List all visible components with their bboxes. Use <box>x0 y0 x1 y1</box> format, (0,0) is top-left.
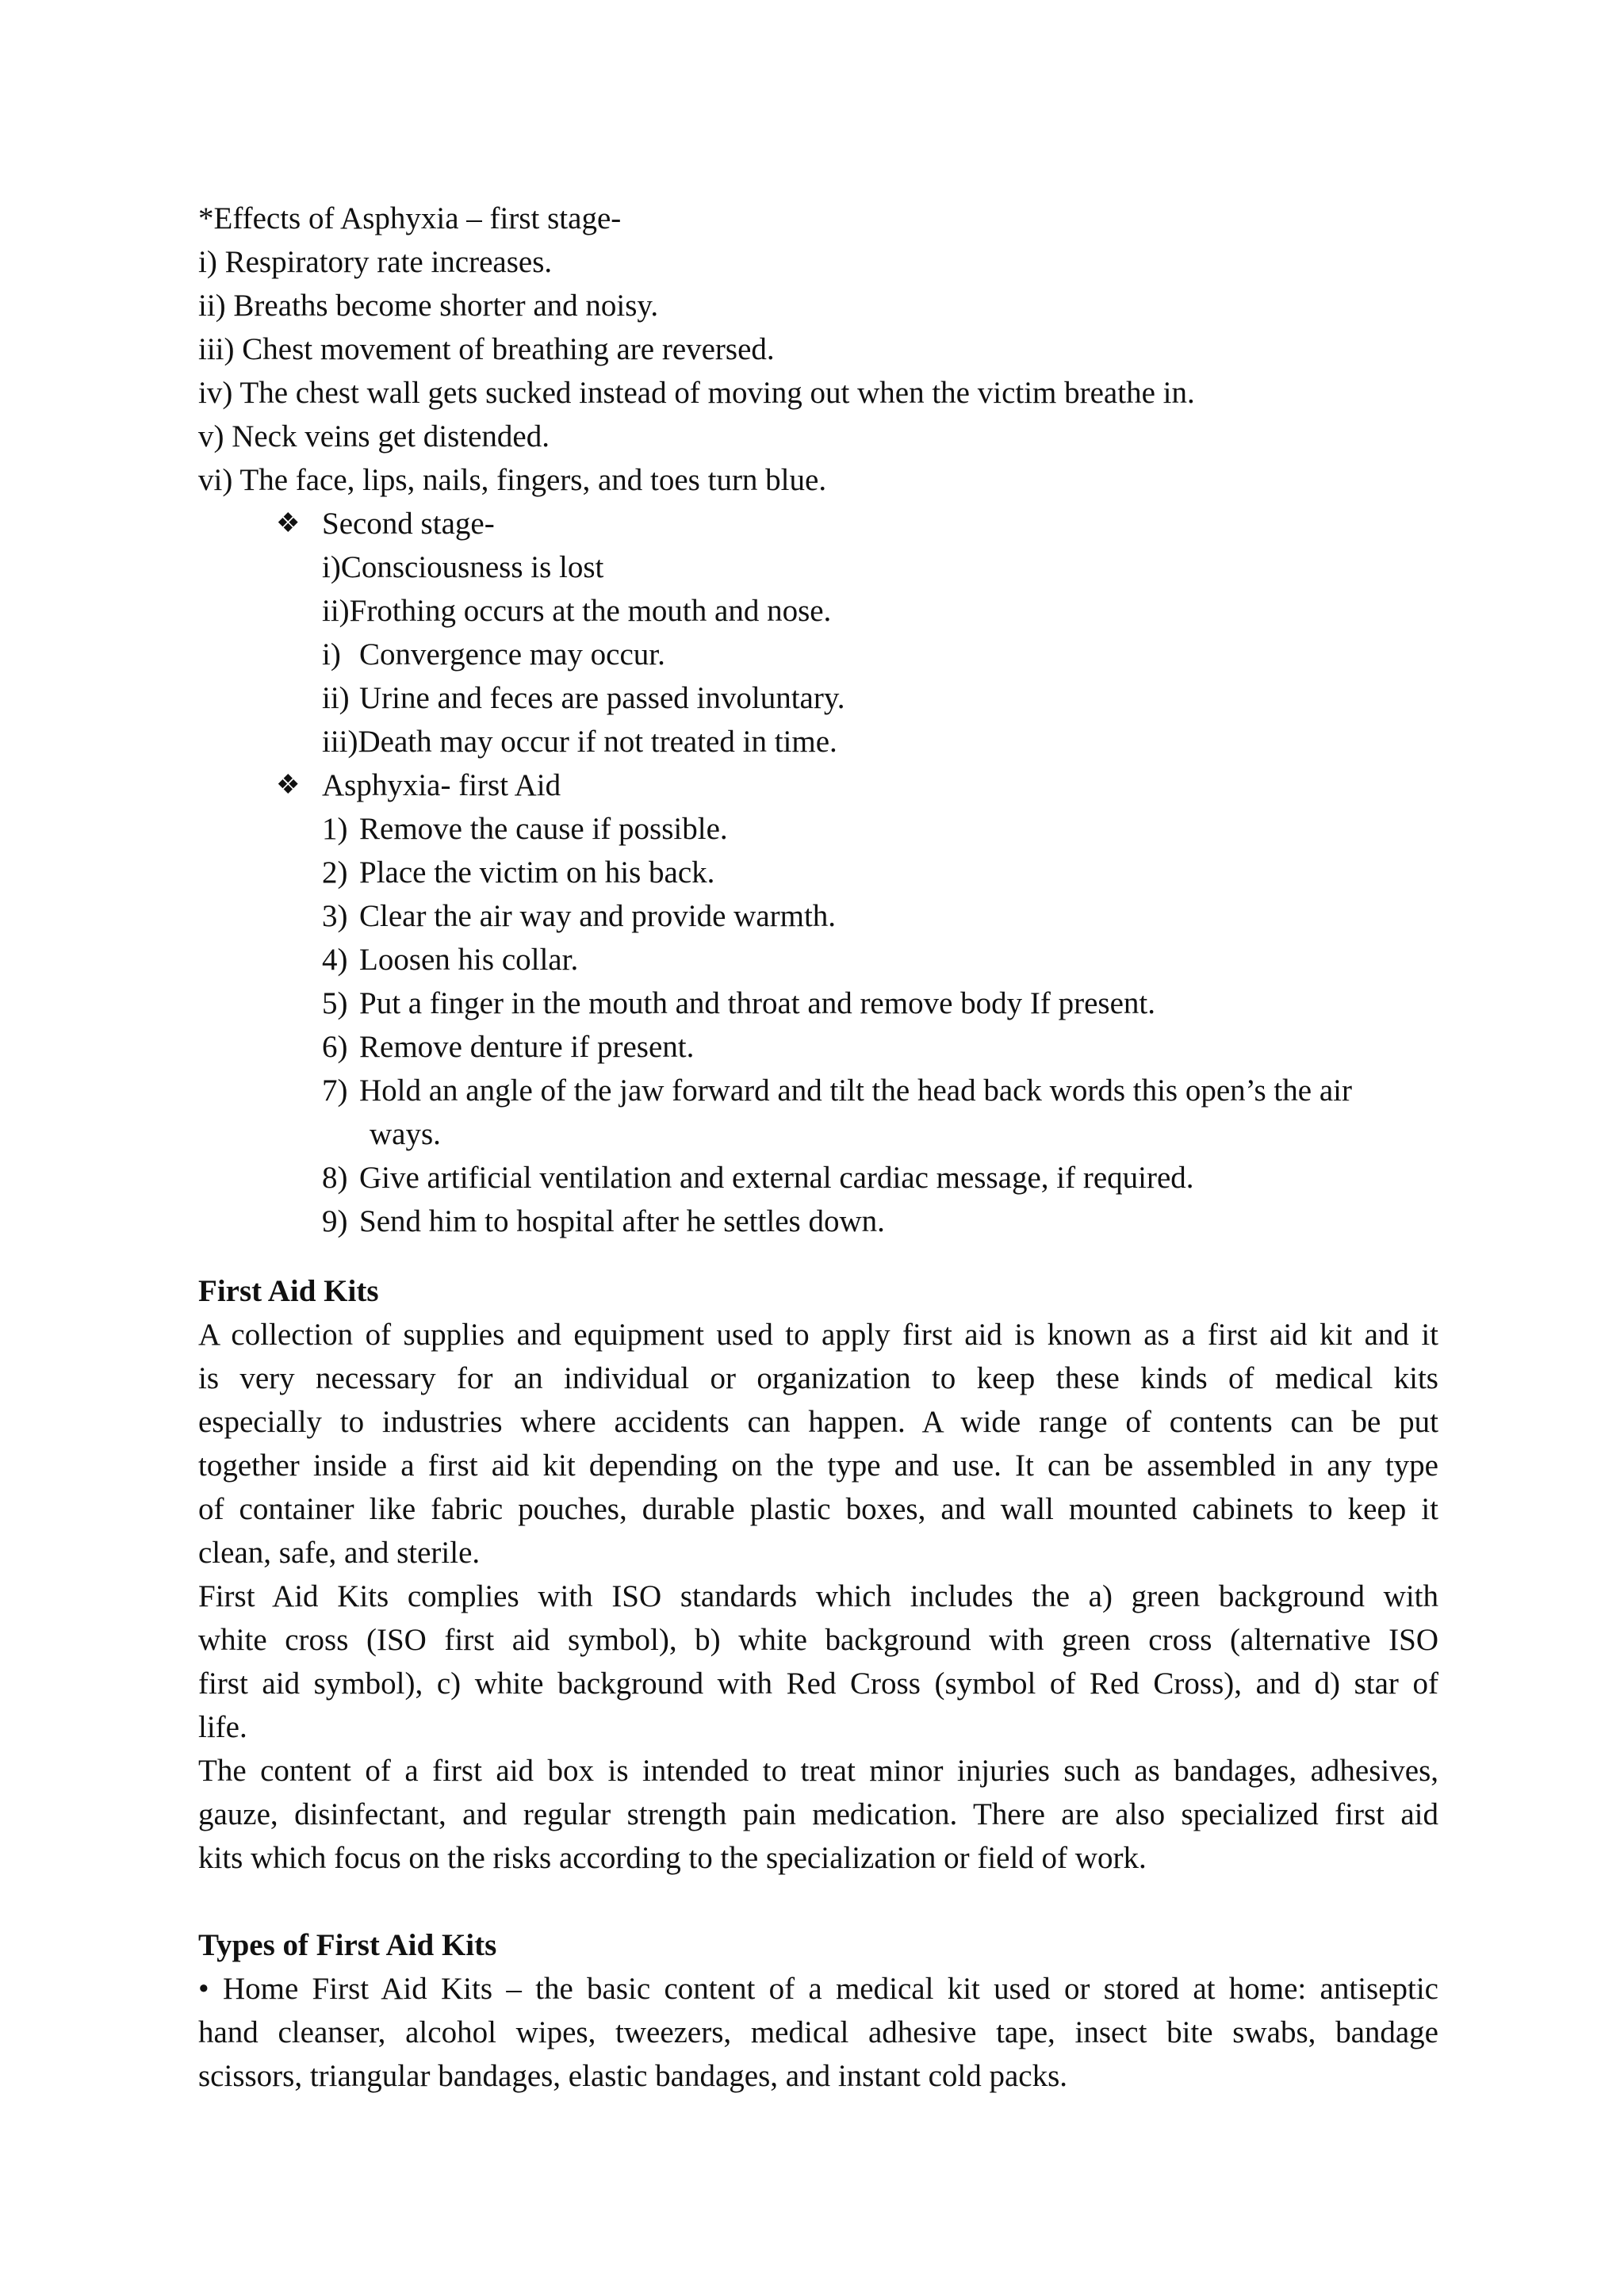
paragraph-line: clean, safe, and sterile. <box>198 1536 481 1570</box>
paragraph-line: of container like fabric pouches, durable plastic boxes, and wall mounted cabinets to keep it <box>198 1492 1438 1526</box>
first-aid-step: Clear the air way and provide warmth. <box>359 899 837 933</box>
step-number: 4) <box>322 943 348 977</box>
paragraph-line: first aid symbol), c) white background with Red Cross (symbol of Red Cross), and d) star of <box>198 1667 1438 1701</box>
paragraph-line: The content of a first aid box is intended to treat minor injuries such as bandages, adhesives, <box>198 1754 1438 1788</box>
first-aid-step: Place the victim on his back. <box>359 855 715 890</box>
first-aid-title: Asphyxia- first Aid <box>322 768 561 802</box>
paragraph-line: First Aid Kits complies with ISO standards which includes the a) green background with <box>198 1579 1438 1613</box>
paragraph-line: life. <box>198 1710 247 1744</box>
paragraph-line: is very necessary for an individual or organization to keep these kinds of medical kits <box>198 1361 1438 1395</box>
paragraph-line: white cross (ISO first aid symbol), b) white background with green cross (alternative ISO <box>198 1623 1438 1657</box>
second-stage-item: Urine and feces are passed involuntary. <box>359 681 845 715</box>
paragraph-line: A collection of supplies and equipment used to apply first aid is known as a first aid kit and it <box>198 1318 1438 1352</box>
first-aid-step: Hold an angle of the jaw forward and tilt the head back words this open’s the air <box>359 1073 1352 1108</box>
first-stage-item: ii) Breaths become shorter and noisy. <box>198 289 659 323</box>
second-stage-item: ii)Frothing occurs at the mouth and nose. <box>322 594 832 628</box>
first-aid-step: Remove the cause if possible. <box>359 812 728 846</box>
step-number: 2) <box>322 855 348 890</box>
paragraph-line: together inside a first aid kit depending on the type and use. It can be assembled in any type <box>198 1448 1438 1483</box>
first-stage-item: iv) The chest wall gets sucked instead of moving out when the victim breathe in. <box>198 376 1195 410</box>
first-stage-item: v) Neck veins get distended. <box>198 419 550 453</box>
section-heading-types-of-kits: Types of First Aid Kits <box>198 1928 497 1962</box>
step-number: 5) <box>322 986 348 1020</box>
first-stage-item: i) Respiratory rate increases. <box>198 245 553 279</box>
step-number: 7) <box>322 1073 348 1108</box>
second-stage-item: Convergence may occur. <box>359 637 665 672</box>
first-aid-step: Put a finger in the mouth and throat and remove body If present. <box>359 986 1155 1020</box>
first-stage-item: iii) Chest movement of breathing are reversed. <box>198 332 775 366</box>
step-number: 6) <box>322 1030 348 1064</box>
paragraph-line: • Home First Aid Kits – the basic content of a medical kit used or stored at home: antiseptic <box>198 1972 1438 2006</box>
first-aid-step: Loosen his collar. <box>359 943 579 977</box>
paragraph-line: gauze, disinfectant, and regular strength pain medication. There are also specialized first aid <box>198 1797 1438 1831</box>
section-heading-first-aid-kits: First Aid Kits <box>198 1274 379 1308</box>
step-number: 3) <box>322 899 348 933</box>
step-number: 8) <box>322 1161 348 1195</box>
paragraph-line: especially to industries where accidents can happen. A wide range of contents can be put <box>198 1405 1438 1439</box>
paragraph-line: hand cleanser, alcohol wipes, tweezers, medical adhesive tape, insect bite swabs, bandage <box>198 2015 1438 2049</box>
diamond-bullet-icon: ❖ <box>276 771 301 800</box>
second-stage-item: iii)Death may occur if not treated in time. <box>322 725 837 759</box>
asphyxia-heading: *Effects of Asphyxia – first stage- <box>198 201 622 235</box>
second-stage-marker: ii) <box>322 681 350 715</box>
step-number: 9) <box>322 1204 348 1238</box>
first-stage-item: vi) The face, lips, nails, fingers, and toes turn blue. <box>198 463 827 497</box>
first-aid-step: Give artificial ventilation and external cardiac message, if required. <box>359 1161 1194 1195</box>
diamond-bullet-icon: ❖ <box>276 509 301 538</box>
first-aid-step: Send him to hospital after he settles down. <box>359 1204 885 1238</box>
second-stage-marker: i) <box>322 637 341 672</box>
paragraph-line: scissors, triangular bandages, elastic bandages, and instant cold packs. <box>198 2059 1068 2093</box>
second-stage-title: Second stage- <box>322 507 495 541</box>
second-stage-item: i)Consciousness is lost <box>322 550 604 584</box>
paragraph-line: kits which focus on the risks according to the specialization or field of work. <box>198 1841 1147 1875</box>
first-aid-step-continuation: ways. <box>370 1117 441 1151</box>
step-number: 1) <box>322 812 348 846</box>
first-aid-step: Remove denture if present. <box>359 1030 695 1064</box>
